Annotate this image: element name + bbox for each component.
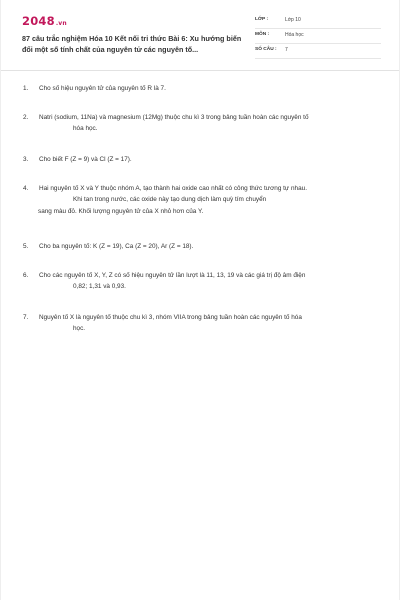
question-text <box>39 113 384 134</box>
meta-class-label: LỚP : <box>255 17 269 22</box>
question-line: Cho số hiệu nguyên tử của nguyên tố R là 7. <box>39 85 166 92</box>
question-line: hóa học. <box>73 124 98 132</box>
meta-subject-row <box>255 29 381 44</box>
meta-class-row <box>255 14 381 29</box>
question-text <box>39 155 384 166</box>
question-text <box>39 184 384 218</box>
question-number: 2. <box>23 114 29 121</box>
question-line: Cho ba nguyên tố: K (Z = 19), Ca (Z = 20), Ar (Z = 18). <box>39 243 194 250</box>
question-number: 4. <box>23 185 29 192</box>
question-text <box>39 271 384 292</box>
question-number: 3. <box>23 156 29 163</box>
worksheet-header <box>1 0 399 71</box>
question-number: 1. <box>23 85 29 92</box>
question-line: sang màu đỏ. Khối lượng nguyên tử của X nhỏ hơn của Y. <box>38 208 204 215</box>
question-number: 7. <box>23 314 29 321</box>
question-line: Nguyên tố X là nguyên tố thuộc chu kì 3, nhóm VIIA trong bảng tuần hoàn các nguyên tố hóa <box>39 314 302 321</box>
question-text <box>39 242 384 253</box>
question-number: 6. <box>23 272 29 279</box>
question-text <box>39 84 384 95</box>
question-line: Hai nguyên tố X và Y thuộc nhóm A, tạo thành hai oxide cao nhất có công thức tương tự nhau. <box>39 185 307 192</box>
site-logo[interactable] <box>22 14 67 28</box>
meta-subject-label: MÔN : <box>255 32 270 37</box>
logo-suffix-text: .vn <box>55 20 67 27</box>
meta-count-label: SỐ CÂU : <box>255 47 277 52</box>
meta-count-row <box>255 44 381 59</box>
question-text <box>39 313 384 334</box>
logo-main-text: 2048 <box>22 14 55 28</box>
document-title: 87 câu trắc nghiệm Hóa 10 Kết nối tri thức Bài 6: Xu hướng biến đổi một số tính chất của nguyên tử các nguyên tố... <box>22 34 242 54</box>
question-number: 5. <box>23 243 29 250</box>
question-line: Natri (sodium, 11Na) và magnesium (12Mg) thuộc chu kì 3 trong bảng tuần hoàn các nguyên tố <box>39 114 309 121</box>
meta-count-value: 7 <box>285 47 288 53</box>
question-line: Cho các nguyên tố X, Y, Z có số hiệu nguyên tử lần lượt là 11, 13, 19 và các giá trị độ âm điện <box>39 272 306 279</box>
question-line: Khi tan trong nước, các oxide này tạo dung dịch làm quỳ tím chuyển <box>73 195 267 203</box>
question-line: Cho biết F (Z = 9) và Cl (Z = 17). <box>39 156 132 163</box>
question-line: học. <box>73 324 86 332</box>
meta-subject-value: Hóa học <box>285 32 304 38</box>
meta-class-value: Lớp 10 <box>285 17 301 23</box>
question-line: 0,82; 1,31 và 0,93. <box>73 282 126 290</box>
